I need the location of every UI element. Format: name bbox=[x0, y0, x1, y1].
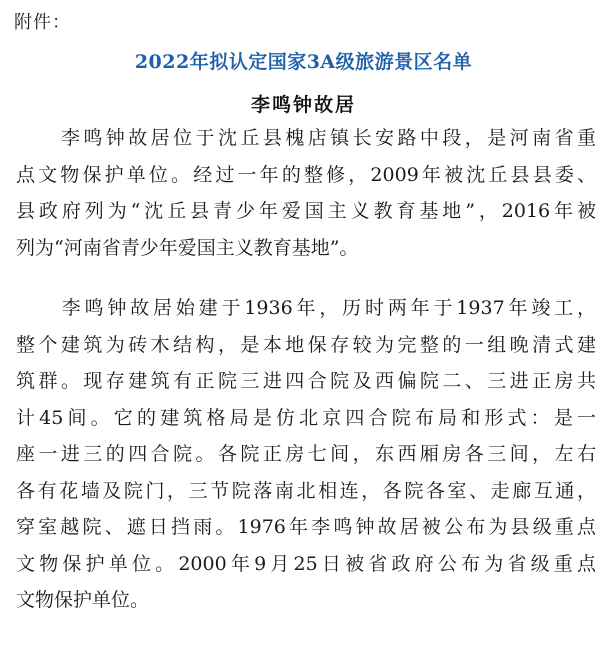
paragraph-line: 各有花墙及院门，三节院落南北相连，各院各室、走廊互通， bbox=[16, 479, 596, 502]
scenic-site-name: 李鸣钟故居 bbox=[250, 94, 356, 116]
paragraph-line: 列为“河南省青少年爱国主义教育基地”。 bbox=[16, 236, 359, 259]
paragraph-line: 座一进三的四合院。各院正房七间，东西厢房各三间，左右 bbox=[16, 443, 596, 465]
paragraph-line: 李鸣钟故居始建于1936年，历时两年于1937年竣工， bbox=[16, 297, 596, 319]
paragraph-2 bbox=[16, 290, 596, 619]
paragraph-line: 文物保护单位。2000年9月25日被省政府公布为省级重点 bbox=[16, 552, 596, 575]
paragraph-line: 计45间。它的建筑格局是仿北京四合院布局和形式：是一 bbox=[16, 406, 596, 429]
paragraph-line: 穿室越院、遮日挡雨。1976年李鸣钟故居被公布为县级重点 bbox=[16, 516, 596, 538]
attachment-label: 附件： bbox=[14, 12, 71, 33]
paragraph-line: 县政府列为“沈丘县青少年爱国主义教育基地”，2016年被 bbox=[16, 200, 596, 222]
paragraph-line: 筑群。现存建筑有正院三进四合院及西偏院二、三进正房共 bbox=[16, 370, 596, 392]
document-title: 2022年拟认定国家3A级旅游景区名单 bbox=[134, 51, 473, 73]
paragraph-line: 点文物保护单位。经过一年的整修，2009年被沈丘县县委、 bbox=[16, 163, 596, 186]
paragraph-line: 整个建筑为砖木结构，是本地保存较为完整的一组晚清式建 bbox=[16, 333, 596, 356]
paragraph-line: 文物保护单位。 bbox=[16, 589, 150, 611]
paragraph-1 bbox=[16, 120, 596, 266]
paragraph-line: 李鸣钟故居位于沈丘县槐店镇长安路中段，是河南省重 bbox=[16, 127, 596, 149]
